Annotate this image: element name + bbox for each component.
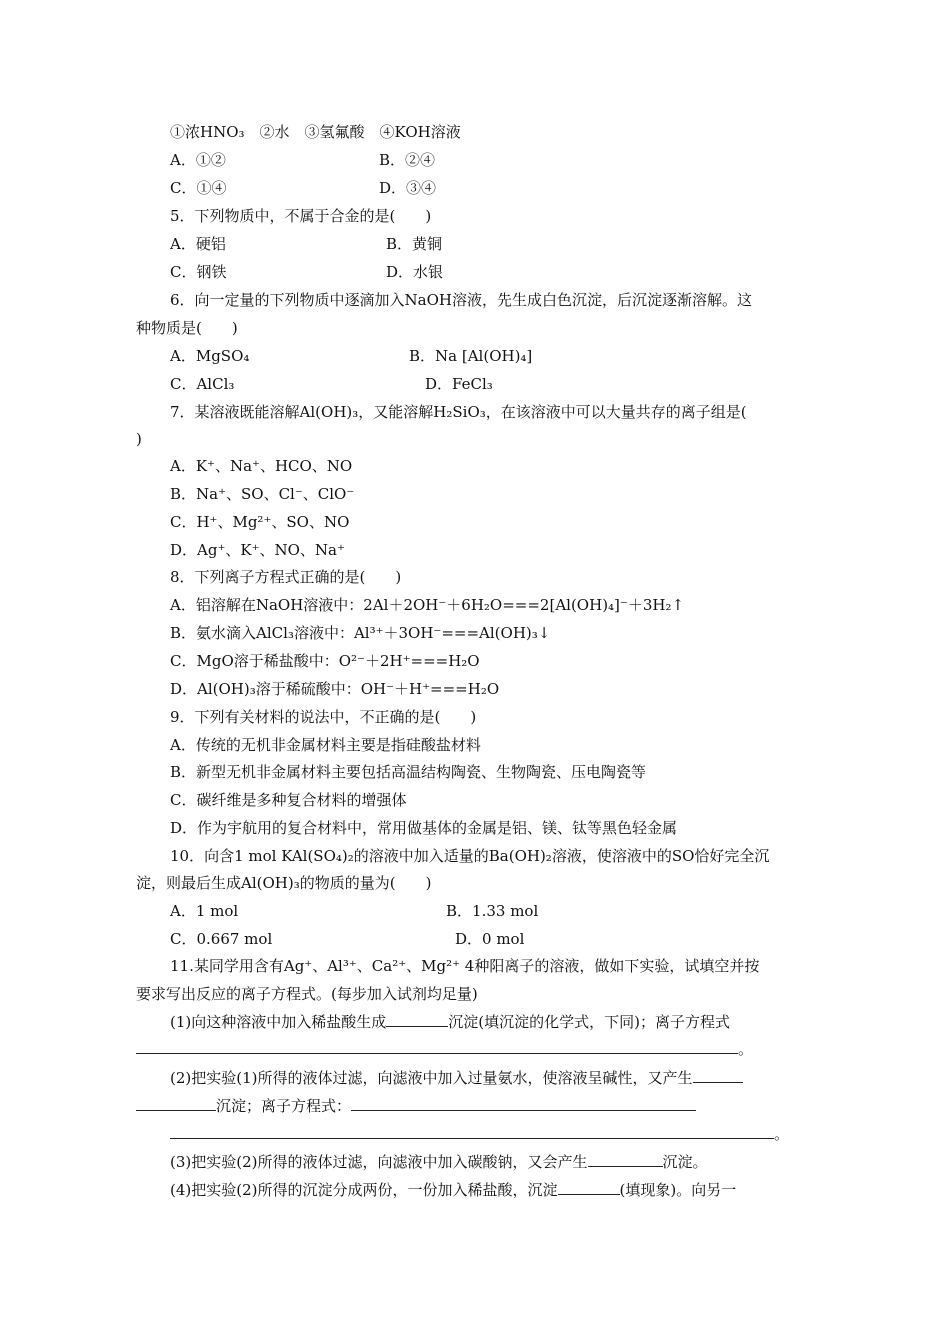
q11-part-3-line	[170, 1152, 708, 1172]
q10-option-d: D．0 mol	[455, 930, 525, 948]
q4-option-a: A．①②	[170, 151, 226, 169]
q11-part-1-prompt: (1)向这种溶液中加入稀盐酸生成	[170, 1013, 387, 1031]
q11-stem-line-2: 要求写出反应的离子方程式。(每步加入试剂均足量)	[136, 985, 478, 1003]
q7-stem-line-1: 7．某溶液既能溶解Al(OH)₃，又能溶解H₂SiO₃，在该溶液中可以大量共存的离子组是(	[170, 403, 747, 421]
q4-option-d: D．③④	[379, 179, 437, 197]
q10-option-a: A．1 mol	[170, 902, 239, 920]
q11-part-2-period: 。	[774, 1125, 790, 1143]
q11-part-3-prompt: (3)把实验(2)所得的液体过滤，向滤液中加入碳酸钠，又会产生	[170, 1153, 588, 1171]
q4-option-c: C．①④	[170, 179, 227, 197]
q11-part-1-precipitate-blank[interactable]	[386, 1012, 448, 1027]
q9-option-b: B．新型无机非金属材料主要包括高温结构陶瓷、生物陶瓷、压电陶瓷等	[170, 763, 647, 781]
q9-option-a: A．传统的无机非金属材料主要是指硅酸盐材料	[170, 736, 481, 754]
q11-part-2-equation-blank-b[interactable]	[170, 1124, 774, 1139]
q8-option-b: B．氨水滴入AlCl₃溶液中：Al³⁺＋3OH⁻===Al(OH)₃↓	[170, 624, 551, 642]
q11-part-2-suffix: 沉淀；离子方程式：	[216, 1097, 352, 1115]
q5-option-c: C．钢铁	[170, 263, 227, 281]
q11-part-1-equation-blank[interactable]	[136, 1039, 738, 1054]
q8-stem: 8．下列离子方程式正确的是( )	[170, 568, 402, 586]
q6-stem-line-2: 种物质是( )	[136, 319, 238, 337]
q9-option-c: C．碳纤维是多种复合材料的增强体	[170, 791, 407, 809]
q11-part-3-suffix: 沉淀。	[662, 1153, 708, 1171]
q9-option-d: D．作为宇航用的复合材料中，常用做基体的金属是铝、镁、钛等黑色轻金属	[170, 819, 678, 837]
q11-part-1-equation-line	[136, 1039, 753, 1059]
q11-part-2-precipitate-blank-a[interactable]	[693, 1068, 743, 1083]
q10-stem-line-1: 10．向含1 mol KAl(SO₄)₂的溶液中加入适量的Ba(OH)₂溶液，使溶液中的SO恰好完全沉	[170, 847, 770, 865]
q11-part-4-prompt: (4)把实验(2)所得的沉淀分成两份，一份加入稀盐酸，沉淀	[170, 1181, 558, 1199]
q7-option-b: B．Na⁺、SO、Cl⁻、ClO⁻	[170, 485, 355, 503]
q11-part-2-equation-line	[170, 1124, 789, 1144]
q11-part-4-suffix: (填现象)。向另一	[619, 1181, 737, 1199]
q7-stem-line-2: )	[136, 430, 142, 448]
q11-part-4-phenomenon-blank[interactable]	[558, 1180, 620, 1195]
q4-option-b: B．②④	[379, 151, 436, 169]
q10-stem-line-2: 淀，则最后生成Al(OH)₃的物质的量为( )	[136, 874, 432, 892]
q6-option-b: B．Na [Al(OH)₄]	[409, 347, 533, 365]
q11-part-4-line	[170, 1180, 736, 1200]
q7-option-d: D．Ag⁺、K⁺、NO、Na⁺	[170, 541, 345, 559]
q11-part-2-line-2	[136, 1096, 696, 1116]
q10-option-b: B．1.33 mol	[446, 902, 539, 920]
q11-part-1-period: 。	[738, 1040, 754, 1058]
q11-part-2-precipitate-blank-b[interactable]	[136, 1096, 216, 1111]
q11-stem-line-1: 11.某同学用含有Ag⁺、Al³⁺、Ca²⁺、Mg²⁺ 4种阳离子的溶液，做如下实验，试填空并按	[170, 957, 760, 975]
q5-option-a: A．硬铝	[170, 235, 226, 253]
q8-option-d: D．Al(OH)₃溶于稀硫酸中：OH⁻＋H⁺===H₂O	[170, 680, 500, 698]
q7-option-c: C．H⁺、Mg²⁺、SO、NO	[170, 513, 350, 531]
q6-option-a: A．MgSO₄	[170, 347, 250, 365]
q8-option-a: A．铝溶解在NaOH溶液中：2Al＋2OH⁻＋6H₂O===2[Al(OH)₄]⁻＋3H₂↑	[170, 596, 685, 614]
q5-stem: 5．下列物质中，不属于合金的是( )	[170, 207, 432, 225]
q8-option-c: C．MgO溶于稀盐酸中：O²⁻＋2H⁺===H₂O	[170, 652, 480, 670]
q6-stem-line-1: 6．向一定量的下列物质中逐滴加入NaOH溶液，先生成白色沉淀，后沉淀逐渐溶解。这	[170, 291, 752, 309]
q4-options-line: ①浓HNO₃ ②水 ③氢氟酸 ④KOH溶液	[170, 123, 461, 141]
q11-part-2-line	[170, 1068, 743, 1088]
q11-part-2-prompt: (2)把实验(1)所得的液体过滤，向滤液中加入过量氨水，使溶液呈碱性，又产生	[170, 1069, 693, 1087]
q11-part-2-equation-blank-a[interactable]	[351, 1096, 696, 1111]
q5-option-b: B．黄铜	[386, 235, 443, 253]
q5-option-d: D．水银	[386, 263, 444, 281]
q6-option-c: C．AlCl₃	[170, 375, 235, 393]
q11-part-1-line	[170, 1012, 730, 1032]
q11-part-3-precipitate-blank[interactable]	[588, 1152, 663, 1167]
q9-stem: 9．下列有关材料的说法中，不正确的是( )	[170, 708, 477, 726]
q10-option-c: C．0.667 mol	[170, 930, 273, 948]
q7-option-a: A．K⁺、Na⁺、HCO、NO	[170, 457, 353, 475]
q6-option-d: D．FeCl₃	[425, 375, 493, 393]
q11-part-1-suffix: 沉淀(填沉淀的化学式，下同)；离子方程式	[448, 1013, 730, 1031]
